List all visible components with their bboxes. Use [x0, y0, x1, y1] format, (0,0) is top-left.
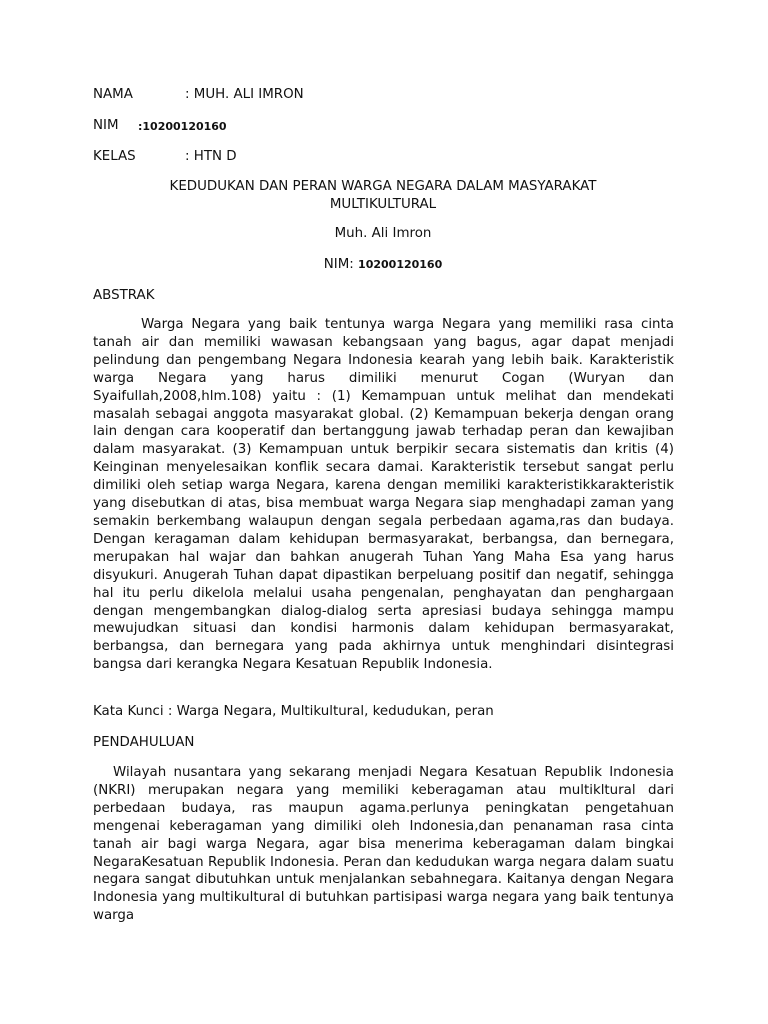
author-nim-label: NIM: — [323, 257, 354, 272]
nim-value: :10200120160 — [138, 120, 227, 133]
author-name: Muh. Ali Imron — [334, 226, 432, 241]
introduction-text: Wilayah nusantara yang sekarang menjadi Negara Kesatuan Republik Indonesia (NKRI) merupakan negara yang memiliki keberagaman atau multikltural dari perbedaan budaya, ras maupun agama.perlunya peningkatan pengetahuan mengenai keberagaman yang dimiliki oleh Indonesia,dan penanaman rasa cinta tanah air bagi warga Negara, agar bisa menerima keberagaman dalam bingkai NegaraKesatuan Republik Indonesia. Peran dan kedudukan warga negara dalam suatu negara sangat dibutuhkan untuk menjalankan sebahnegara. Kaitanya dengan Negara Indonesia yang multikultural di butuhkan partisipasi warga negara yang baik tentunya warga — [93, 765, 674, 924]
introduction-heading: PENDAHULUAN — [93, 735, 195, 750]
nama-label: NAMA — [93, 87, 133, 102]
nama-row — [93, 87, 304, 102]
author-nim-value: 10200120160 — [358, 258, 443, 271]
kelas-row — [93, 149, 237, 164]
document-title: KEDUDUKAN DAN PERAN WARGA NEGARA DALAM MASYARAKAT MULTIKULTURAL — [169, 179, 597, 212]
introduction-paragraph — [93, 764, 674, 925]
abstract-text: Warga Negara yang baik tentunya warga Negara yang memiliki rasa cinta tanah air dan memiliki wawasan kebangsaan yang bagus, agar dapat menjadi pelindung dan pengembang Negara Indonesia kearah yang lebih baik. Karakteristik warga Negara yang harus dimiliki menurut Cogan (Wuryan dan Syaifullah,2008,hlm.108) yaitu : (1) Kemampuan untuk melihat dan mendekati masalah sebagai anggota masyarakat global. (2) Kemampuan bekerja dengan orang lain dengan cara kooperatif dan bertanggung jawab terhadap peran dan kewajiban dalam masyarakat. (3) Kemampuan untuk berpikir secara sistematis dan kritis (4) Keinginan menyelesaikan konflik secara damai. Karakteristik tersebut sangat perlu dimiliki oleh setiap warga Negara, karena dengan memiliki karakteristikkarakteristik yang disebutkan di atas, bisa membuat warga Negara siap menghadapi zaman yang semakin berkembang walaupun dengan segala perbedaan agama,ras dan budaya. Dengan keragaman dalam kehidupan bermasyarakat, berbangsa, dan bernegara, merupakan hal wajar dan bahkan anugerah Tuhan Yang Maha Esa yang harus disyukuri. Anugerah Tuhan dapat dipastikan berpeluang positif dan negatif, sehingga hal itu perlu dikelola melalui usaha pengenalan, penghayatan dan penghargaan dengan mengembangkan dialog-dialog serta apresiasi budaya sehingga mampu mewujudkan situasi dan kondisi harmonis dalam kehidupan bermasyarakat, berbangsa, dan bernegara yang pada akhirnya untuk menghindari disintegrasi bangsa dari kerangka Negara Kesatuan Republik Indonesia. — [93, 317, 674, 673]
keywords: Kata Kunci : Warga Negara, Multikultural, kedudukan, peran — [93, 704, 494, 719]
abstract-paragraph — [93, 316, 674, 674]
author-nim — [93, 257, 673, 272]
nim-row — [93, 118, 227, 133]
abstract-heading: ABSTRAK — [93, 288, 155, 303]
kelas-label: KELAS — [93, 149, 136, 164]
nim-label: NIM — [93, 118, 119, 133]
kelas-value: : HTN D — [185, 149, 237, 164]
nama-value: : MUH. ALI IMRON — [185, 87, 304, 102]
